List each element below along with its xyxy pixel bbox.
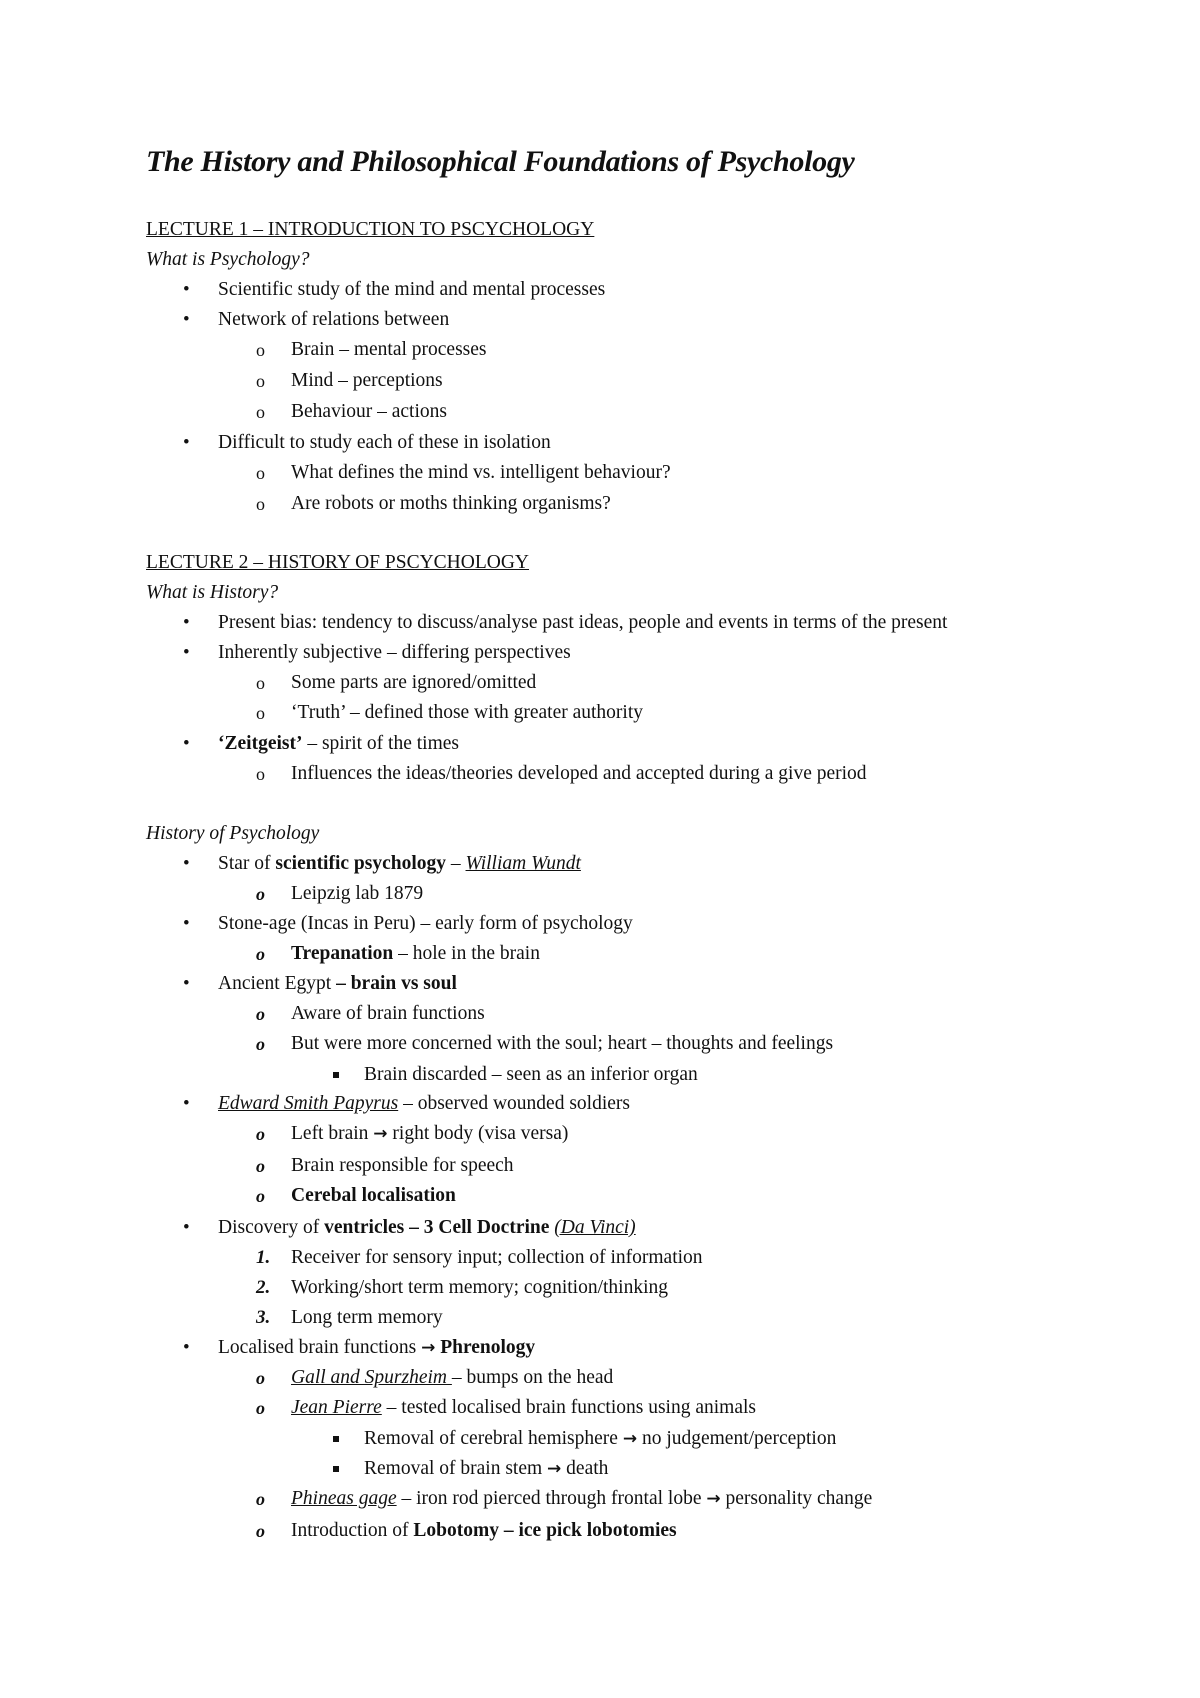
text-run: personality change <box>720 1488 873 1509</box>
bullet-marker: • <box>183 309 190 330</box>
sub-bullet-marker: o <box>256 494 265 514</box>
list-item <box>364 1457 608 1481</box>
list-item: Influences the ideas/theories developed and accepted during a give period <box>291 763 867 784</box>
list-item <box>218 852 581 876</box>
sub-bullet-marker: o <box>256 1398 265 1418</box>
person-name: William Wundt <box>465 853 581 874</box>
lecture-2-heading: LECTURE 2 – HISTORY OF PSCYCHOLOGY <box>146 552 530 573</box>
sub-bullet-marker: o <box>256 884 265 904</box>
list-item <box>291 942 540 966</box>
list-item: ‘Truth’ – defined those with greater authority <box>291 702 643 723</box>
person-name: (Da Vinci) <box>554 1217 636 1238</box>
zeitgeist-definition: – spirit of the times <box>302 733 459 754</box>
list-item: Inherently subjective – differing perspectives <box>218 642 571 663</box>
text-run: – tested localised brain functions using animals <box>381 1397 756 1418</box>
arrow-right-icon: → <box>373 1124 388 1144</box>
sub-bullet-marker: o <box>256 1368 265 1388</box>
bullet-marker: • <box>183 1337 190 1358</box>
sub-bullet-marker: o <box>256 1124 265 1144</box>
text-run: Ancient Egypt <box>218 973 337 994</box>
arrow-right-icon: → <box>622 1429 638 1449</box>
sub-bullet-marker: o <box>256 463 265 483</box>
sub-bullet-marker: o <box>256 944 265 964</box>
list-item: Network of relations between <box>218 309 450 330</box>
text-run: Introduction of <box>291 1520 414 1541</box>
text-run: – bumps on the head <box>451 1367 614 1388</box>
list-item: Brain responsible for speech <box>291 1155 514 1176</box>
bullet-marker: • <box>183 1093 190 1114</box>
bold-term: Lobotomy – ice pick lobotomies <box>413 1520 677 1541</box>
sub-bullet-marker: o <box>256 402 265 422</box>
bold-term: Trepanation <box>291 943 394 964</box>
bold-term: ventricles – 3 Cell Doctrine <box>324 1217 550 1238</box>
list-item <box>218 1336 535 1360</box>
text-run: death <box>561 1458 609 1479</box>
history-subheading: History of Psychology <box>146 823 320 844</box>
sub-bullet-marker: o <box>256 1186 265 1206</box>
text-run: Localised brain functions <box>218 1337 422 1358</box>
bullet-marker: • <box>183 279 190 300</box>
zeitgeist-term: ‘Zeitgeist’ <box>218 733 303 754</box>
bullet-marker: • <box>183 642 190 663</box>
sub-bullet-marker: o <box>256 703 265 723</box>
list-item: Present bias: tendency to discuss/analyse past ideas, people and events in terms of the present <box>218 612 948 633</box>
bullet-marker: • <box>183 853 190 874</box>
list-item: Behaviour – actions <box>291 401 447 422</box>
bold-term: – brain vs soul <box>336 973 457 994</box>
list-item <box>291 1487 872 1511</box>
bullet-marker: • <box>183 913 190 934</box>
list-item: Are robots or moths thinking organisms? <box>291 493 611 514</box>
number-marker: 2. <box>256 1277 271 1298</box>
list-item: Stone-age (Incas in Peru) – early form of psychology <box>218 913 633 934</box>
text-run: Removal of brain stem <box>364 1458 548 1479</box>
list-item <box>218 732 459 756</box>
document-title: The History and Philosophical Foundations of Psychology <box>146 145 855 178</box>
text-run: no judgement/perception <box>637 1428 837 1449</box>
list-item <box>291 1122 568 1146</box>
list-item <box>218 972 457 996</box>
list-item <box>364 1427 836 1451</box>
list-item: Scientific study of the mind and mental processes <box>218 279 606 300</box>
text-run: right body (visa versa) <box>387 1123 569 1144</box>
sub-bullet-marker: o <box>256 764 265 784</box>
list-item: What defines the mind vs. intelligent behaviour? <box>291 462 671 483</box>
sub-bullet-marker: o <box>256 1156 265 1176</box>
sub-bullet-marker: o <box>256 1521 265 1541</box>
text-run: Removal of cerebral hemisphere <box>364 1428 623 1449</box>
text-run: – hole in the brain <box>393 943 540 964</box>
text-run: – <box>446 853 466 874</box>
text-run: Discovery of <box>218 1217 325 1238</box>
person-name: Gall and Spurzheim <box>291 1367 452 1388</box>
sub-bullet-marker: o <box>256 1489 265 1509</box>
list-item <box>218 1216 636 1240</box>
list-item: Long term memory <box>291 1307 443 1328</box>
list-item: Brain – mental processes <box>291 339 487 360</box>
bullet-marker: • <box>183 973 190 994</box>
text-run: – iron rod pierced through frontal lobe <box>396 1488 707 1509</box>
list-item <box>291 1519 677 1543</box>
arrow-right-icon: → <box>421 1338 436 1358</box>
arrow-right-icon: → <box>547 1459 562 1479</box>
square-bullet-marker <box>333 1436 339 1442</box>
number-marker: 3. <box>256 1307 271 1328</box>
list-item <box>291 1366 613 1390</box>
bullet-marker: • <box>183 1217 190 1238</box>
sub-bullet-marker: o <box>256 371 265 391</box>
bold-term: Phrenology <box>440 1337 536 1358</box>
list-item: Difficult to study each of these in isolation <box>218 432 551 453</box>
list-item: Cerebal localisation <box>291 1185 456 1206</box>
sub-bullet-marker: o <box>256 1004 265 1024</box>
list-item <box>291 1396 756 1420</box>
list-item: Receiver for sensory input; collection of information <box>291 1247 703 1268</box>
sub-bullet-marker: o <box>256 1034 265 1054</box>
text-run: – observed wounded soldiers <box>398 1093 630 1114</box>
square-bullet-marker <box>333 1072 339 1078</box>
lecture-1-subheading: What is Psychology? <box>146 249 310 270</box>
text-run: Star of <box>218 853 276 874</box>
bullet-marker: • <box>183 432 190 453</box>
arrow-right-icon: → <box>706 1489 721 1509</box>
bullet-marker: • <box>183 733 190 754</box>
list-item: Working/short term memory; cognition/thinking <box>291 1277 669 1298</box>
bold-term: scientific psychology <box>275 853 447 874</box>
person-name: Jean Pierre <box>291 1397 382 1418</box>
list-item: Some parts are ignored/omitted <box>291 672 537 693</box>
list-item <box>218 1092 630 1116</box>
list-item: Leipzig lab 1879 <box>291 883 424 904</box>
source-name: Edward Smith Papyrus <box>218 1093 399 1114</box>
number-marker: 1. <box>256 1247 271 1268</box>
list-item: But were more concerned with the soul; heart – thoughts and feelings <box>291 1033 834 1054</box>
list-item: Aware of brain functions <box>291 1003 485 1024</box>
sub-bullet-marker: o <box>256 340 265 360</box>
sub-bullet-marker: o <box>256 673 265 693</box>
lecture-1-heading: LECTURE 1 – INTRODUCTION TO PSCYCHOLOGY <box>146 219 595 240</box>
lecture-2-subheading: What is History? <box>146 582 279 603</box>
bullet-marker: • <box>183 612 190 633</box>
person-name: Phineas gage <box>291 1488 397 1509</box>
list-item: Mind – perceptions <box>291 370 443 391</box>
text-run: Left brain <box>291 1123 374 1144</box>
square-bullet-marker <box>333 1466 339 1472</box>
list-item: Brain discarded – seen as an inferior organ <box>364 1064 698 1085</box>
